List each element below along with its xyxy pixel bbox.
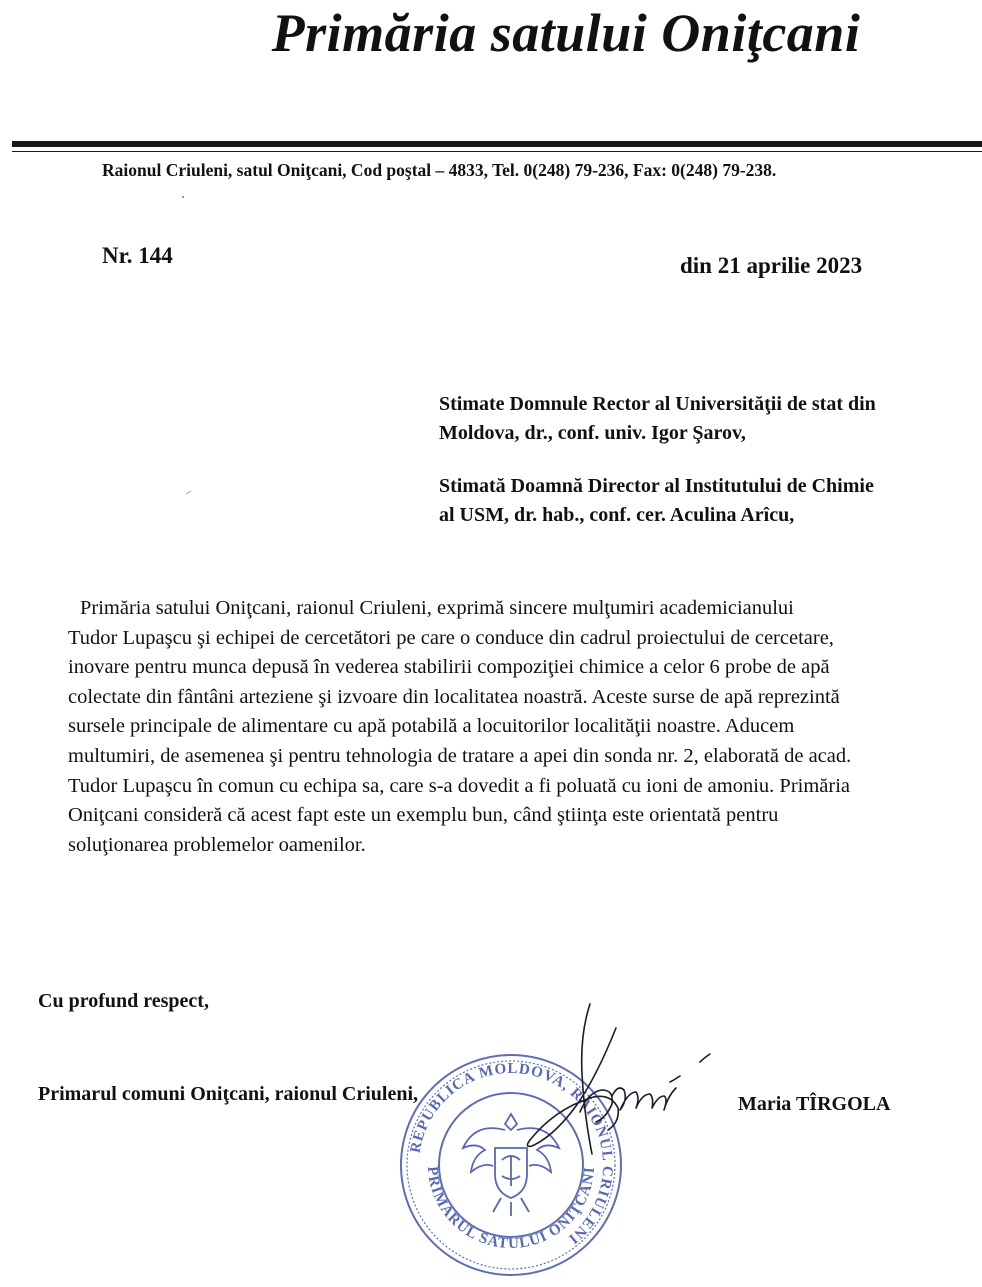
- document-number: Nr. 144: [102, 243, 173, 268]
- signer-title: Primarul comuni Oniţcani, raionul Criuleni,: [38, 1083, 419, 1105]
- handwritten-signature-icon: [520, 1000, 720, 1170]
- body-line: Tudor Lupaşcu şi echipei de cercetători pe care o conduce din cadrul proiectului de cercetare,: [68, 626, 834, 649]
- body-line: inovare pentru munca depusă în vederea stabilirii compoziţiei chimice a celor 6 probe de apă: [68, 656, 830, 679]
- body-line: sursele principale de alimentare cu apă potabilă a locuitorilor localităţii noastre. Aducem: [68, 715, 795, 738]
- body-line: Oniţcani consideră că acest fapt este un exemplu bun, când ştiinţa este orientată pentru: [68, 804, 779, 827]
- header-rule-thick: [12, 141, 982, 147]
- body-line: colectate din fântâni arteziene şi izvoare din localitatea noastră. Aceste surse de apă reprezintă: [68, 685, 840, 708]
- letter-body: [41, 594, 971, 860]
- scan-speck: [182, 196, 184, 198]
- contact-address: Raionul Criuleni, satul Oniţcani, Cod poştal – 4833, Tel. 0(248) 79-236, Fax: 0(248) 79-238.: [102, 160, 777, 180]
- addressee-line: al USM, dr. hab., conf. cer. Aculina Arîcu,: [439, 504, 795, 526]
- body-line: Tudor Lupaşcu în comun cu echipa sa, care s-a dovedit a fi poluată cu ioni de amoniu. Primăria: [68, 774, 851, 797]
- body-line: multumiri, de asemenea şi pentru tehnologia de tratare a apei din sonda nr. 2, elaborată de acad.: [68, 744, 852, 767]
- addressee-line: Moldova, dr., conf. univ. Igor Şarov,: [439, 422, 746, 444]
- body-line: Primăria satului Oniţcani, raionul Criuleni, exprimă sincere mulţumiri academicianului: [80, 597, 794, 619]
- page-title: Primăria satului Oniţcani: [271, 3, 861, 63]
- scan-speck: [186, 491, 191, 494]
- body-line: soluţionarea problemelor oamenilor.: [68, 833, 366, 856]
- closing-salutation: Cu profund respect,: [38, 990, 209, 1012]
- addressee-rector: [439, 390, 969, 448]
- header-rule-thin: [12, 151, 982, 152]
- document-date: din 21 aprilie 2023: [680, 253, 863, 278]
- seal-inner-textpath: PRIMARUL SATULUI ONIŢCANI: [423, 1165, 599, 1253]
- addressee-line: Stimată Doamnă Director al Institutului de Chimie: [439, 475, 874, 497]
- addressee-director: [439, 472, 969, 530]
- signer-name: Maria TÎRGOLA: [738, 1093, 891, 1115]
- seal-outer-textpath: REPUBLICA MOLDOVA, RAIONUL CRIULENI: [407, 1060, 616, 1248]
- addressee-line: Stimate Domnule Rector al Universităţii de stat din: [439, 393, 876, 415]
